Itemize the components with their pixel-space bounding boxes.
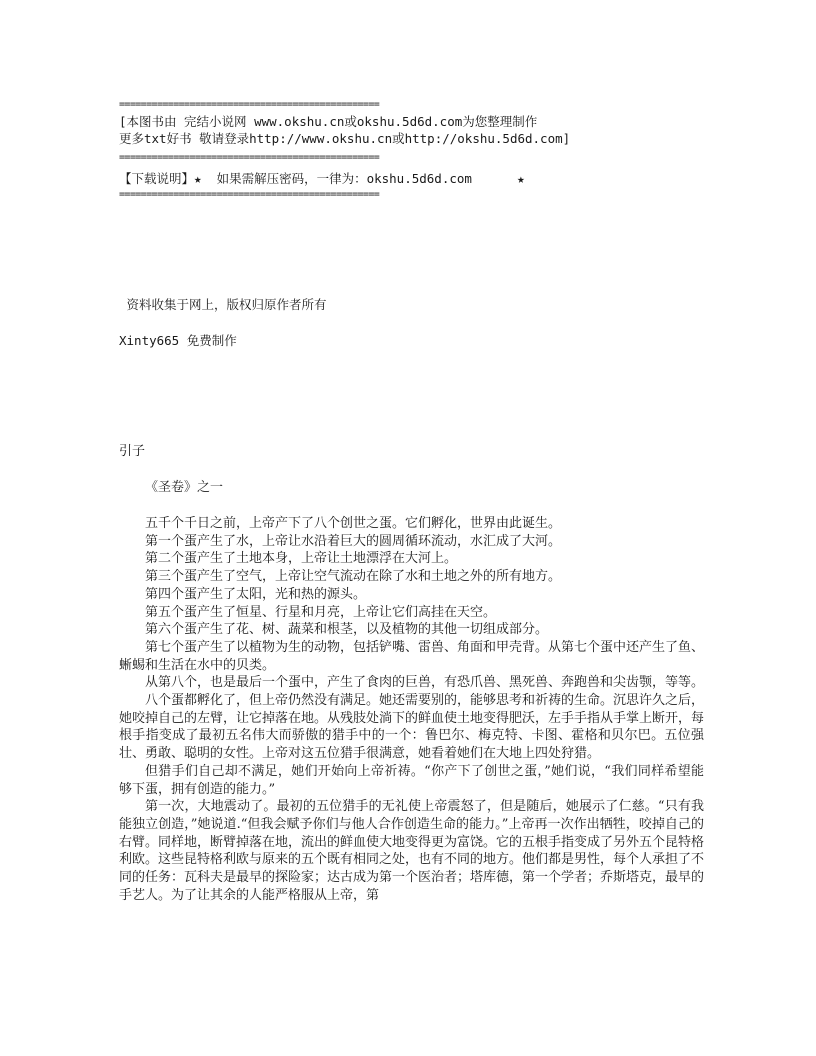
header-rule-top: ================================================ — [119, 99, 380, 110]
paragraph: 第一个蛋产生了水，上帝让水沿着巨大的圆周循环流动，水汇成了大河。 — [145, 533, 562, 549]
paragraph: 第六个蛋产生了花、树、蔬菜和根茎，以及植物的其他一切组成部分。 — [145, 622, 549, 638]
paragraph: 第四个蛋产生了太阳，光和热的源头。 — [145, 586, 367, 602]
maker-credit: Xinty665 免费制作 — [119, 333, 237, 348]
chapter-subtitle: 《圣卷》之一 — [145, 480, 224, 495]
paragraph: 第三个蛋产生了空气，上帝让空气流动在除了水和土地之外的所有地方。 — [145, 569, 562, 585]
download-note: 【下载说明】★ 如果需解压密码，一律为：okshu.5d6d.com ★ — [119, 171, 525, 186]
header-line-2: 更多txt好书 敬请登录http://www.okshu.cn或http://okshu.5d6d.com] — [119, 131, 571, 146]
header-rule-middle: ================================================ — [119, 152, 380, 163]
paragraph: 第一次，大地震动了。最初的五位猎手的无礼使上帝震怒了，但是随后，她展示了仁慈。“只有我能独立创造，”她说道.“但我会赋予你们与他人合作创造生命的能力。”上帝再一次作出牺牲，咬掉自己的右臂。同样地，断臂掉落在地，流出的鲜血使大地变得更为富饶。它的五根手指变成了另外五个昆特格利欧。这些昆特格利欧与原来的五个既有相同之处，也有不同的地方。他们都是男性，每个人承担了不同的任务：瓦科夫是最早的探险家；达古成为第一个医治者；塔库德，第一个学者；乔斯塔克，最早的手艺人。为了让其余的人能严格服从上帝，第 — [119, 799, 705, 903]
paragraph: 第五个蛋产生了恒星、行星和月亮，上帝让它们高挂在天空。 — [145, 604, 497, 620]
paragraph: 从第八个，也是最后一个蛋中，产生了食肉的巨兽，有恐爪兽、黑死兽、奔跑兽和尖齿颚，等等。 — [145, 675, 705, 691]
header-line-1: [本图书由 完结小说网 www.okshu.cn或okshu.5d6d.com为您整理制作 — [119, 114, 538, 129]
paragraph: 但猎手们自己却不满足，她们开始向上帝祈祷。“你产下了创世之蛋，”她们说，“我们同样希望能够下蛋，拥有创造的能力。” — [119, 763, 704, 797]
chapter-body — [119, 515, 704, 904]
paragraph: 八个蛋都孵化了，但上帝仍然没有满足。她还需要别的，能够思考和祈祷的生命。沉思许久之后，她咬掉自己的左臂，让它掉落在地。从残肢处淌下的鲜血使土地变得肥沃，左手手指从手掌上断开，每根手指变成了最初五名伟大而骄傲的猎手中的一个：鲁巴尔、梅克特、卡图、霍格和贝尔巴。五位强壮、勇敢、聪明的女性。上帝对这五位猎手很满意，她看着她们在大地上四处狩猎。 — [119, 693, 705, 762]
header-rule-bottom: ================================================ — [119, 189, 380, 200]
paragraph: 第二个蛋产生了土地本身，上帝让土地漂浮在大河上。 — [145, 551, 458, 567]
paragraph: 第七个蛋产生了以植物为生的动物，包括铲嘴、雷兽、角面和甲壳背。从第七个蛋中还产生了鱼、蜥蜴和生活在水中的贝类。 — [119, 639, 705, 673]
chapter-title: 引子 — [119, 444, 146, 459]
source-note: 资料收集于网上，版权归原作者所有 — [119, 297, 327, 312]
paragraph: 五千个千日之前，上帝产下了八个创世之蛋。它们孵化，世界由此诞生。 — [145, 516, 562, 531]
